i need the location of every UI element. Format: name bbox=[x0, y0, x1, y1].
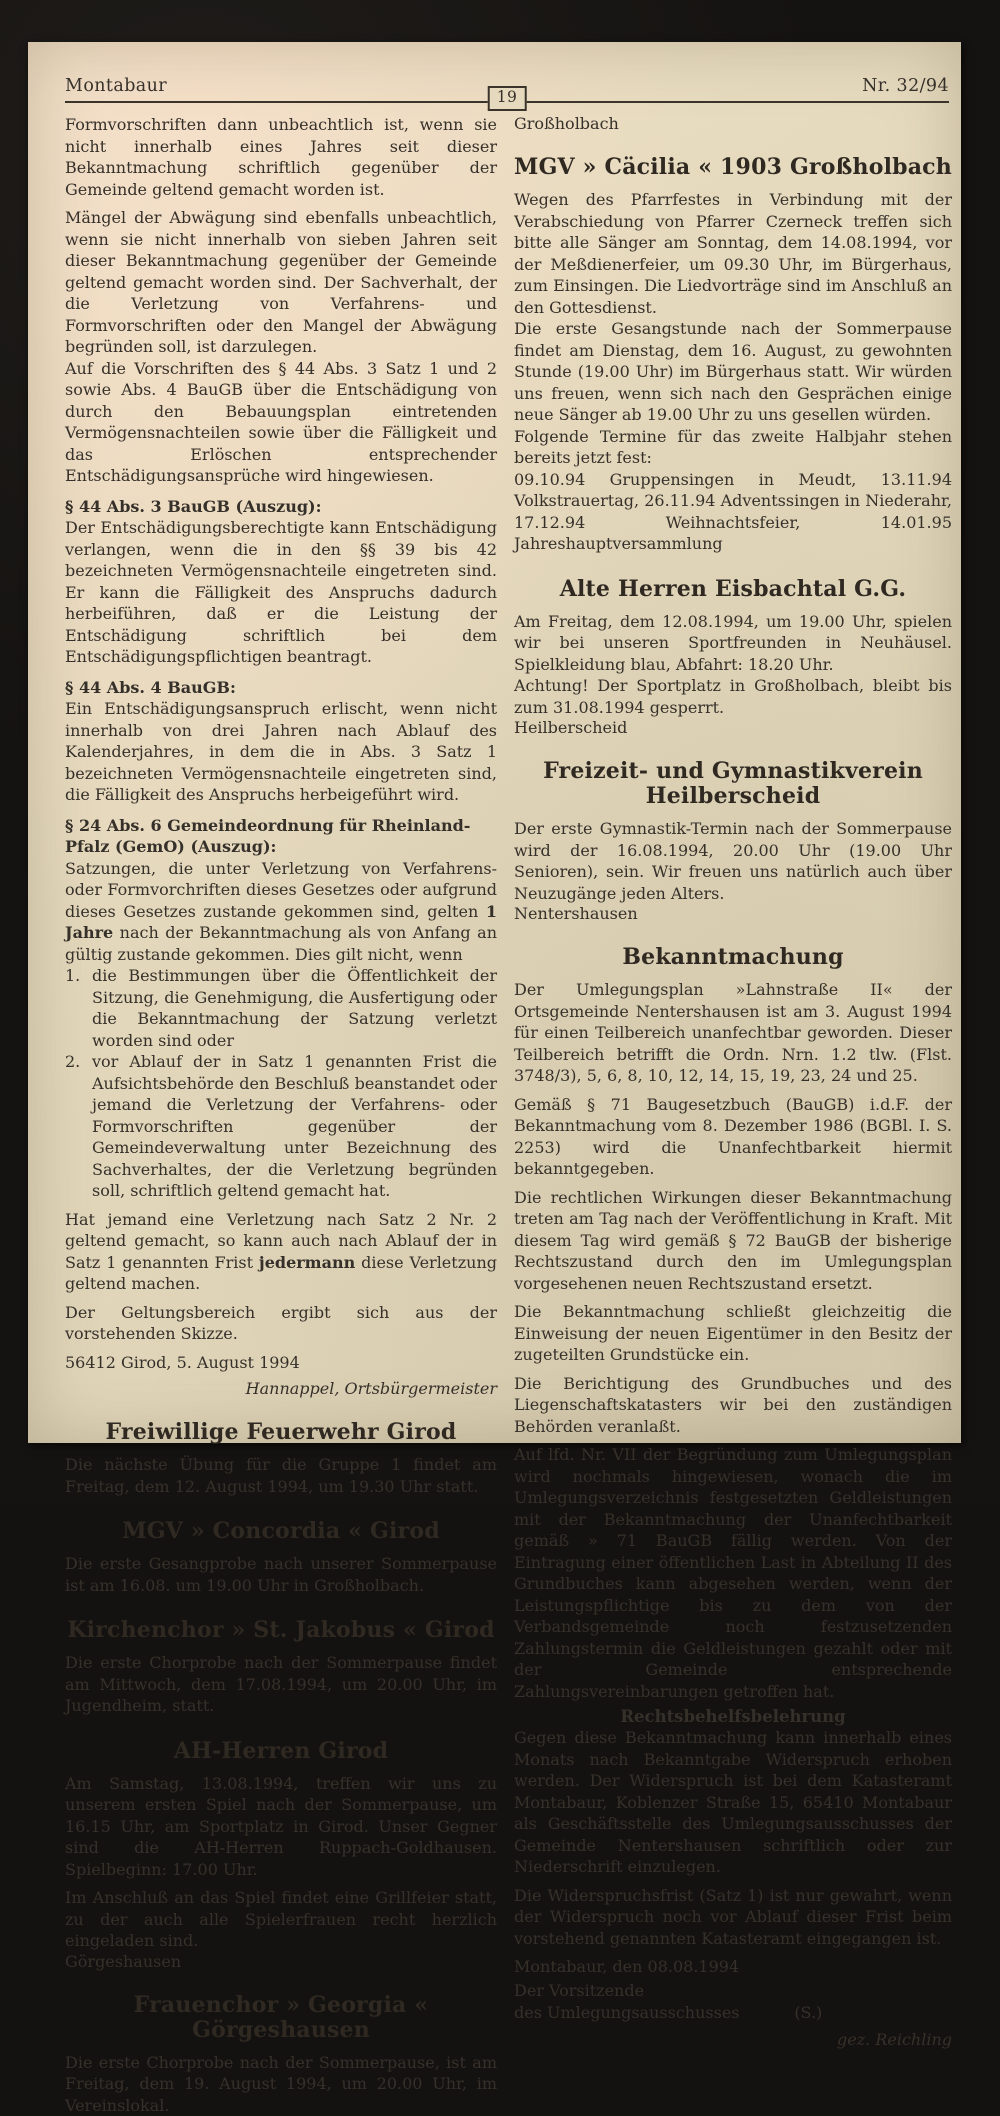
header-municipality: Montabaur bbox=[65, 76, 167, 96]
page-content bbox=[65, 76, 949, 2116]
locality-section-header: Großholbach bbox=[514, 114, 952, 133]
paragraph: Die rechtlichen Wirkungen dieser Bekanntmachung treten am Tag nach der Veröffentlichung in Kraft. Mit diesem Tag wird gemäß § 72 BauGB der bisherige Rechtszustand durch den im Umlegungsplan vorgesehenen neuen Rechtszustand ersetzt. bbox=[514, 1187, 952, 1295]
seal-mark: (S.) bbox=[794, 2002, 822, 2024]
gazette-page bbox=[28, 42, 961, 1443]
list-item bbox=[65, 965, 497, 1051]
header-edition: Nr. 32/94 bbox=[862, 76, 949, 96]
paragraph: Der erste Gymnastik-Termin nach der Sommerpause wird der 16.08.1994, 20.00 Uhr (19.00 Uhr Senioren), sein. Wir freuen uns natürlich auch über Neuzugänge jeden Alters. bbox=[514, 818, 952, 904]
paragraph: Formvorschriften dann unbeachtlich ist, wenn sie nicht innerhalb eines Jahres seit dieser Bekanntmachung schriftlich gegenüber der Gemeinde geltend gemacht worden ist. bbox=[65, 114, 497, 200]
paragraph: Der Geltungsbereich ergibt sich aus der vorstehenden Skizze. bbox=[65, 1302, 497, 1345]
signature-role: des Umlegungsausschusses bbox=[514, 2003, 740, 2022]
paragraph: Wegen des Pfarrfestes in Verbindung mit der Verabschiedung von Pfarrer Czerneck treffen sich bitte alle Sänger am Sonntag, dem 14.08.1994, vor der Meßdienerfeier, um 09.30 Uhr, im Bürgerhaus, zum Einsingen. Die Liedvorträge sind im Anschluß an den Gottesdienst. bbox=[514, 189, 952, 318]
text-run: nach der Bekanntmachung als von Anfang an gültig zustande gekommen. Dies gilt nicht, wenn bbox=[65, 923, 497, 964]
locality-section-header: Heilberscheid bbox=[514, 718, 952, 737]
paragraph: Mängel der Abwägung sind ebenfalls unbeachtlich, wenn sie nicht innerhalb von sieben Jahren seit dieser Bekanntmachung gegenüber der Gemeinde geltend gemacht worden sind. Der Sachverhalt, der die Verletzung von Verfahrens- und Formvorschriften oder den Mangel der Abwägung begründen soll, ist darzulegen. bbox=[65, 207, 497, 358]
legal-subheading: § 24 Abs. 6 Gemeindeordnung für Rheinland-Pfalz (GemO) (Auszug): bbox=[65, 815, 497, 858]
signature-line: Hannappel, Ortsbürgermeister bbox=[65, 1379, 497, 1398]
columns bbox=[65, 114, 949, 2116]
paragraph bbox=[65, 858, 497, 966]
paragraph: Die Berichtigung des Grundbuches und des Liegenschaftskatasters wir bei den zuständigen Behörden veranlaßt. bbox=[514, 1373, 952, 1438]
paragraph: Auf lfd. Nr. VII der Begründung zum Umlegungsplan wird nochmals hingewiesen, wonach die im Umlegungsverzeichnis festgesetzten Geldleistungen mit der Bekanntmachung der Unanfechtbarkeit gemäß » 71 BauGB fällig werden. Von der Eintragung einer öffentlichen Last in Abteilung II des Grundbuches kann abgesehen werden, wenn der Leistungspflichtige bis zu dem von der Verbandsgemeinde noch festzusetzenden Zahlungstermin die Geldleistungen gezahlt oder mit der Gemeinde entsprechende Zahlungsvereinbarungen getroffen hat. bbox=[514, 1444, 952, 1702]
paragraph: Die erste Chorprobe nach der Sommerpause, ist am Freitag, dem 19. August 1994, um 20.00 Uhr, im Vereinslokal. bbox=[65, 2052, 497, 2116]
text-line: Montabaur, den 08.08.1994 bbox=[514, 1956, 952, 1978]
paragraph: Die erste Gesangprobe nach unserer Sommerpause ist am 16.08. um 19.00 Uhr in Großholbach. bbox=[65, 1553, 497, 1596]
paragraph: Gemäß § 71 Baugesetzbuch (BauGB) i.d.F. der Bekanntmachung vom 8. Dezember 1986 (BGBl. I. S. 2253) wird die Unanfechtbarkeit hiermit bekanntgegeben. bbox=[514, 1094, 952, 1180]
paragraph: Gegen diese Bekanntmachung kann innerhalb eines Monats nach Bekanntgabe Widerspruch erhoben werden. Der Widerspruch ist bei dem Katasteramt Montabaur, Koblenzer Straße 15, 65410 Montabaur als Geschäftsstelle des Umlegungsausschusses der Gemeinde Nentershausen schriftlich oder zur Niederschrift einzulegen. bbox=[514, 1727, 952, 1878]
article-heading: Bekanntmachung bbox=[514, 945, 952, 970]
paragraph: Am Freitag, dem 12.08.1994, um 19.00 Uhr, spielen wir bei unseren Sportfreunden in Neuhäusel. Spielkleidung blau, Abfahrt: 18.20 Uhr. bbox=[514, 611, 952, 676]
paragraph bbox=[65, 1209, 497, 1295]
paragraph: Der Entschädigungsberechtigte kann Entschädigung verlangen, wenn die in den §§ 39 bis 42 bezeichneten Vermögensnachteile eingetreten sind. Er kann die Fälligkeit des Anspruchs dadurch herbeiführen, daß er die Leistung der Entschädigung schriftlich bei dem Entschädigungspflichtigen beantragt. bbox=[65, 517, 497, 668]
paragraph: Auf die Vorschriften des § 44 Abs. 3 Satz 1 und 2 sowie Abs. 4 BauGB über die Entschädigung von durch den Bebauungsplan eintretenden Vermögensnachteilen sowie über die Fälligkeit und das Erlöschen entsprechender Entschädigungsansprüche wird hingewiesen. bbox=[65, 358, 497, 487]
bold-text-run: 1 Jahre bbox=[65, 902, 497, 943]
paragraph: Im Anschluß an das Spiel findet eine Grillfeier statt, zu der auch alle Spielerfrauen recht herzlich eingeladen sind. bbox=[65, 1887, 497, 1952]
signature-line: gez. Reichling bbox=[514, 2030, 952, 2049]
right-column bbox=[514, 114, 952, 2116]
list-number: 1. bbox=[65, 965, 92, 1051]
list-item bbox=[65, 1051, 497, 1202]
article-heading: MGV » Concordia « Girod bbox=[65, 1519, 497, 1544]
paragraph: Am Samstag, 13.08.1994, treffen wir uns zu unserem ersten Spiel nach der Sommerpause, um 16.15 Uhr, am Sportplatz in Girod. Unser Gegner sind die AH-Herren Ruppach-Goldhausen. Spielbeginn: 17.00 Uhr. bbox=[65, 1773, 497, 1881]
text-line: Der Vorsitzende bbox=[514, 1980, 952, 2002]
bold-text-run: jedermann bbox=[259, 1253, 355, 1272]
article-heading: Alte Herren Eisbachtal G.G. bbox=[514, 577, 952, 602]
legal-subheading: § 44 Abs. 3 BauGB (Auszug): bbox=[65, 496, 497, 518]
signature-row bbox=[514, 2002, 952, 2024]
paragraph: Ein Entschädigungsanspruch erlischt, wenn nicht innerhalb von drei Jahren nach Ablauf des Kalenderjahres, in dem die in Abs. 3 Satz 1 bezeichneten Vermögensnachteile eingetreten sind, die Fälligkeit des Anspruchs herbeigeführt wird. bbox=[65, 698, 497, 806]
paragraph: Die Bekanntmachung schließt gleichzeitig die Einweisung der neuen Eigentümer in den Besitz der zugeteilten Grundstücke ein. bbox=[514, 1301, 952, 1366]
text-run: diese Verletzung geltend machen. bbox=[65, 1253, 497, 1294]
paragraph: Folgende Termine für das zweite Halbjahr stehen bereits jetzt fest: bbox=[514, 426, 952, 469]
list-number: 2. bbox=[65, 1051, 92, 1202]
ordered-list bbox=[65, 965, 497, 1202]
article-heading: Frauenchor » Georgia « Görgeshausen bbox=[65, 1993, 497, 2043]
article-heading: Freiwillige Feuerwehr Girod bbox=[65, 1420, 497, 1445]
article-heading: Kirchenchor » St. Jakobus « Girod bbox=[65, 1618, 497, 1643]
text-run: Hat jemand eine Verletzung nach Satz 2 Nr. 2 geltend gemacht, so kann auch nach Ablauf der in Satz 1 genannten Frist bbox=[65, 1210, 497, 1272]
paragraph: Die Widerspruchsfrist (Satz 1) ist nur gewahrt, wenn der Widerspruch noch vor Ablauf dieser Frist beim vorstehend genannten Katasteramt eingegangen ist. bbox=[514, 1885, 952, 1950]
article-heading: MGV » Cäcilia « 1903 Großholbach bbox=[514, 155, 952, 180]
sub-heading: Rechtsbehelfsbelehrung bbox=[514, 1707, 952, 1726]
text-run: Satzungen, die unter Verletzung von Verfahrens- oder Formvorchriften dieses Gesetzes oder aufgrund dieses Gesetzes zustande gekommen sind, gelten bbox=[65, 859, 497, 921]
list-item-text: vor Ablauf der in Satz 1 genannten Frist die Aufsichtsbehörde den Beschluß beanstandet oder jemand die Verletzung der Verfahrens- oder Formvorschriften gegenüber der Gemeindeverwaltung unter Bezeichnung des Sachverhaltes, der die Verletzung begründen soll, schriftlich geltend gemacht hat. bbox=[92, 1051, 497, 1202]
article-heading: AH-Herren Girod bbox=[65, 1739, 497, 1764]
text-line: 56412 Girod, 5. August 1994 bbox=[65, 1352, 497, 1374]
paragraph: 09.10.94 Gruppensingen in Meudt, 13.11.94 Volkstrauertag, 26.11.94 Adventssingen in Niederahr, 17.12.94 Weihnachtsfeier, 14.01.95 Jahreshauptversammlung bbox=[514, 469, 952, 555]
paragraph: Die erste Gesangstunde nach der Sommerpause findet am Dienstag, dem 16. August, zu gewohnten Stunde (19.00 Uhr) im Bürgerhaus statt. Wir würden uns freuen, wenn sich nach den Gesprächen einige neue Sänger ab 19.00 Uhr zu uns gesellen würden. bbox=[514, 318, 952, 426]
locality-section-header: Nentershausen bbox=[514, 904, 952, 923]
legal-subheading: § 44 Abs. 4 BauGB: bbox=[65, 677, 497, 699]
paragraph: Der Umlegungsplan »Lahnstraße II« der Ortsgemeinde Nentershausen ist am 3. August 1994 für einen Teilbereich unanfechtbar geworden. Dieser Teilbereich betrifft die Ordn. Nrn. 1.2 tlw. (Flst. 3748/3), 5, 6, 8, 10, 12, 14, 15, 19, 23, 24 und 25. bbox=[514, 979, 952, 1087]
page-header bbox=[65, 76, 949, 103]
left-column bbox=[65, 114, 497, 2116]
paragraph: Achtung! Der Sportplatz in Großholbach, bleibt bis zum 31.08.1994 gesperrt. bbox=[514, 675, 952, 718]
locality-section-header: Görgeshausen bbox=[65, 1952, 497, 1971]
paragraph: Die erste Chorprobe nach der Sommerpause findet am Mittwoch, dem 17.08.1994, um 20.00 Uhr, im Jugendheim, statt. bbox=[65, 1652, 497, 1717]
page-number-box: 19 bbox=[488, 86, 527, 111]
paragraph: Die nächste Übung für die Gruppe 1 findet am Freitag, dem 12. August 1994, um 19.30 Uhr statt. bbox=[65, 1454, 497, 1497]
list-item-text: die Bestimmungen über die Öffentlichkeit der Sitzung, die Genehmigung, die Ausfertigung oder die Bekanntmachung der Satzung verletzt worden sind oder bbox=[92, 965, 497, 1051]
article-heading: Freizeit- und Gymnastikverein Heilberscheid bbox=[514, 759, 952, 809]
